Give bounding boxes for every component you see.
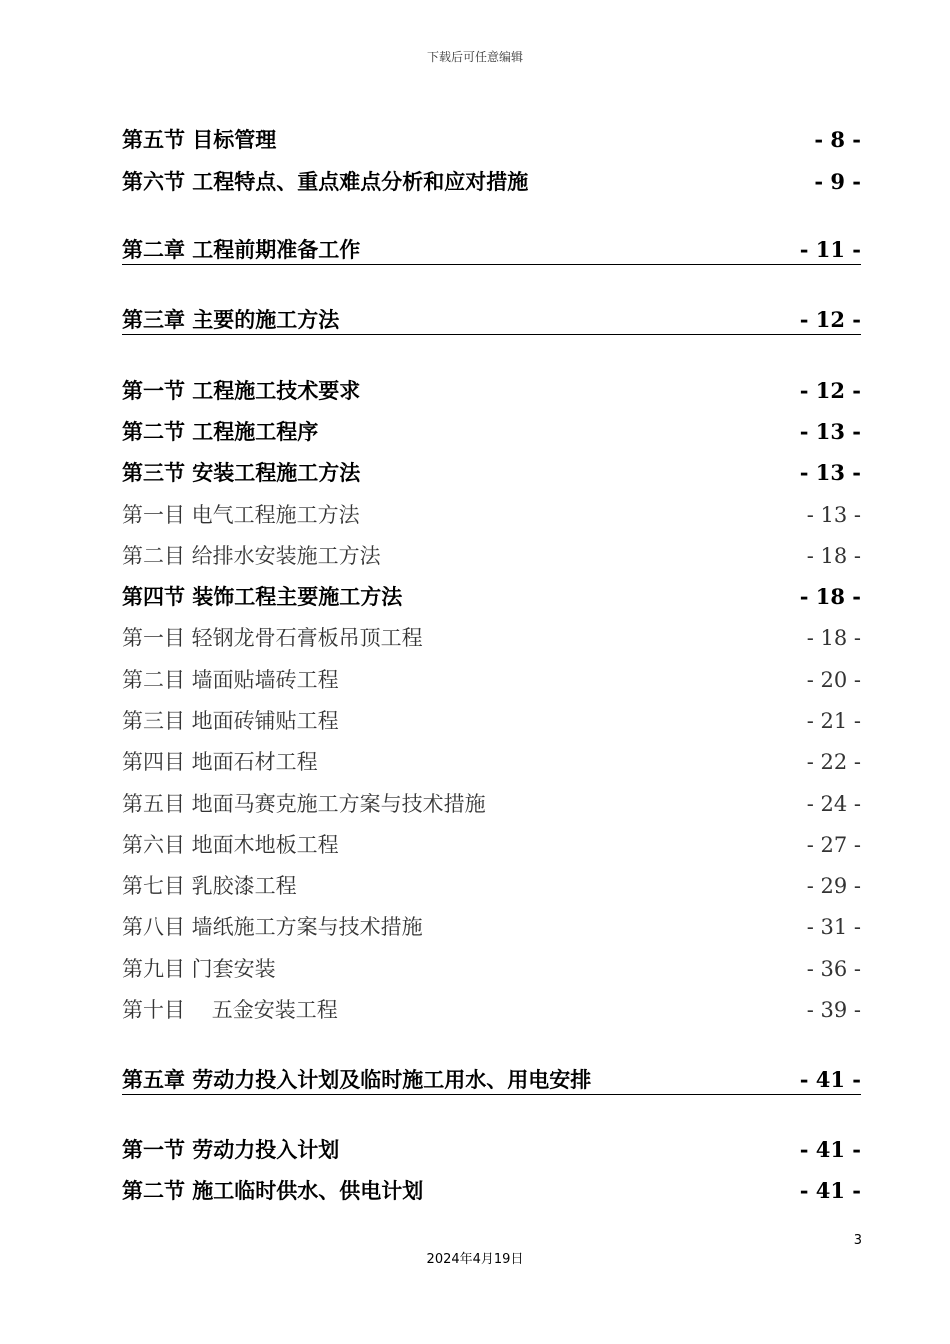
toc-entry-title: 第六节 工程特点、重点难点分析和应对措施 xyxy=(122,169,529,194)
toc-entry[interactable] xyxy=(122,416,861,446)
toc-entry[interactable] xyxy=(122,911,861,941)
toc-entry-title: 第一节 劳动力投入计划 xyxy=(122,1137,340,1162)
toc-entry-title: 第五目 地面马赛克施工方案与技术措施 xyxy=(122,792,486,816)
toc-chapter-entry[interactable] xyxy=(122,304,861,335)
toc-entry[interactable] xyxy=(122,953,861,983)
toc-entry-title: 第一目 轻钢龙骨石膏板吊顶工程 xyxy=(122,626,423,650)
toc-entry-page: - 12 - xyxy=(799,378,861,403)
toc-entry-title: 第一节 工程施工技术要求 xyxy=(122,378,361,403)
toc-entry-title: 第二目 给排水安装施工方法 xyxy=(122,544,381,568)
toc-entry-page: - 18 - xyxy=(806,626,861,650)
toc-entry-page: - 24 - xyxy=(806,792,861,816)
toc-entry[interactable] xyxy=(122,746,861,776)
toc-entry-title: 第二章 工程前期准备工作 xyxy=(122,237,361,262)
toc-entry-title: 第二节 工程施工程序 xyxy=(122,419,319,444)
toc-entry-title: 第三目 地面砖铺贴工程 xyxy=(122,709,339,733)
toc-entry[interactable] xyxy=(122,705,861,735)
toc-entry-title: 第四节 装饰工程主要施工方法 xyxy=(122,584,403,609)
toc-entry-title: 第四目 地面石材工程 xyxy=(122,750,318,774)
toc-entry-page: - 9 - xyxy=(814,169,861,194)
toc-entry-page: - 13 - xyxy=(806,503,861,527)
toc-entry[interactable] xyxy=(122,994,861,1024)
toc-chapter-entry[interactable] xyxy=(122,234,861,265)
toc-entry-title: 第二节 施工临时供水、供电计划 xyxy=(122,1178,424,1203)
toc-entry[interactable] xyxy=(122,166,861,196)
toc-entry-title: 第三节 安装工程施工方法 xyxy=(122,460,361,485)
toc-entry-title: 第九目 门套安装 xyxy=(122,957,276,981)
toc-entry-page: - 22 - xyxy=(806,750,861,774)
toc-entry-title: 第五节 目标管理 xyxy=(122,127,277,152)
toc-entry[interactable] xyxy=(122,540,861,570)
toc-entry-page: - 41 - xyxy=(799,1178,861,1203)
toc-entry-page: - 41 - xyxy=(799,1137,861,1162)
toc-entry[interactable] xyxy=(122,457,861,487)
toc-entry-page: - 29 - xyxy=(806,874,861,898)
toc-entry[interactable] xyxy=(122,124,861,154)
toc-entry-page: - 31 - xyxy=(806,915,861,939)
toc-entry-page: - 13 - xyxy=(799,460,861,485)
toc-entry[interactable] xyxy=(122,788,861,818)
toc-entry-title: 第五章 劳动力投入计划及临时施工用水、用电安排 xyxy=(122,1067,592,1092)
toc-entry-title: 第二目 墙面贴墙砖工程 xyxy=(122,668,339,692)
toc-entry-title: 第十目 五金安装工程 xyxy=(122,998,338,1022)
toc-entry-page: - 20 - xyxy=(806,668,861,692)
toc-entry-title: 第三章 主要的施工方法 xyxy=(122,307,340,332)
toc-entry-page: - 12 - xyxy=(799,307,861,332)
toc-entry-page: - 8 - xyxy=(814,127,861,152)
toc-entry-page: - 18 - xyxy=(799,584,861,609)
toc-entry-page: - 41 - xyxy=(799,1067,861,1092)
toc-entry-page: - 36 - xyxy=(806,957,861,981)
toc-entry[interactable] xyxy=(122,375,861,405)
toc-chapter-entry[interactable] xyxy=(122,1064,861,1095)
toc-entry-page: - 39 - xyxy=(806,998,861,1022)
toc-entry-title: 第六目 地面木地板工程 xyxy=(122,833,339,857)
toc-entry[interactable] xyxy=(122,664,861,694)
toc-entry[interactable] xyxy=(122,1134,861,1164)
toc-entry[interactable] xyxy=(122,622,861,652)
toc-entry-title: 第七目 乳胶漆工程 xyxy=(122,874,297,898)
toc-entry[interactable] xyxy=(122,829,861,859)
toc-entry-page: - 27 - xyxy=(806,833,861,857)
page-header: 下载后可任意编辑 xyxy=(426,50,523,64)
toc-entry-title: 第一目 电气工程施工方法 xyxy=(122,503,360,527)
toc-entry-page: - 21 - xyxy=(806,709,861,733)
toc-entry[interactable] xyxy=(122,870,861,900)
toc-entry[interactable] xyxy=(122,499,861,529)
page-footer-date: 2024年4月19日 xyxy=(426,1252,524,1267)
page-number: 3 xyxy=(853,1233,862,1248)
toc-entry-page: - 13 - xyxy=(799,419,861,444)
toc-entry-title: 第八目 墙纸施工方案与技术措施 xyxy=(122,915,423,939)
toc-entry[interactable] xyxy=(122,1175,861,1205)
toc-entry-page: - 18 - xyxy=(806,544,861,568)
toc-entry[interactable] xyxy=(122,581,861,611)
toc-entry-page: - 11 - xyxy=(799,237,861,262)
